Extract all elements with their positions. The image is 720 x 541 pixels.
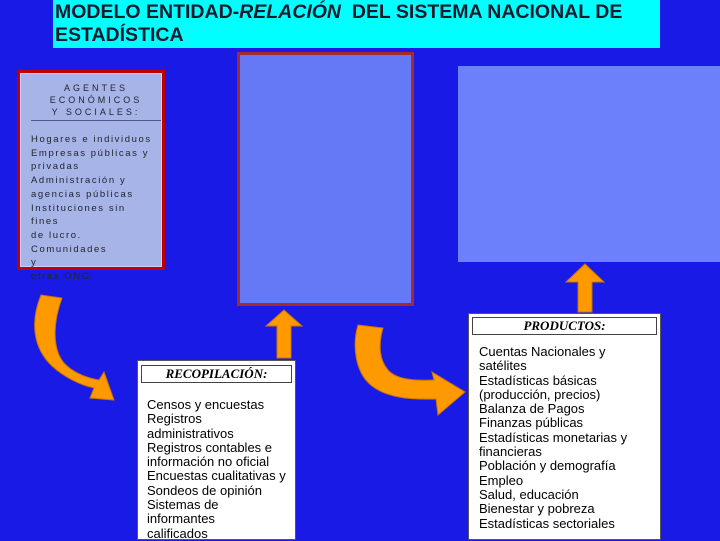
list-item: Censos y encuestas	[147, 397, 265, 412]
list-item: Registros contables e	[147, 439, 273, 455]
productos-header: PRODUCTOS:	[472, 317, 657, 335]
title-part-1: MODELO ENTIDAD-	[55, 1, 240, 23]
list-item: informantes	[147, 511, 215, 527]
list-item: Cuentas Nacionales y	[479, 344, 606, 359]
list-item: administrativos	[147, 425, 234, 441]
list-item: Salud, educación	[479, 486, 579, 502]
recopilacion-header: RECOPILACIÓN:	[141, 365, 292, 383]
title-part-2: RELACIÓN	[239, 1, 341, 23]
list-item: Sistemas de	[147, 497, 219, 513]
list-item: Estadísticas monetarias y	[479, 429, 628, 445]
list-item: Finanzas públicas	[479, 415, 584, 431]
list-item: (producción, precios)	[479, 386, 601, 402]
list-item: calificados	[147, 525, 208, 541]
list-item: Bienestar y pobreza	[479, 501, 595, 517]
up-arrow-center-icon	[266, 310, 302, 358]
list-item: Empleo	[479, 472, 524, 488]
list-item: Sondeos de opinión	[147, 482, 262, 498]
list-item: información no oficial	[147, 454, 270, 470]
agentes-list: Hogares e individuos Empresas públicas y privadas Administración y agencias públicas Instituciones sin fines de lucro. Comunidades y otras ONG	[31, 134, 152, 283]
list-item: Registros	[147, 411, 202, 427]
list-item: Estadísticas básicas	[479, 372, 597, 388]
title-part-3: DEL SISTEMA NACIONAL DE	[341, 1, 623, 23]
list-item: Balanza de Pagos	[479, 401, 585, 417]
title-line-2: ESTADÍSTICA	[55, 24, 184, 46]
list-item: Población y demografía	[479, 458, 616, 474]
list-item: Estadísticas sectoriales	[479, 515, 615, 531]
list-item: Encuestas cualitativas y	[147, 468, 286, 484]
agentes-header: AGENTES ECONÓMICOS Y SOCIALES:	[31, 82, 161, 121]
up-arrow-right-icon	[566, 264, 604, 312]
curved-arrow-right-icon	[355, 325, 465, 415]
curved-arrow-left-icon	[35, 295, 114, 400]
list-item: financieras	[479, 444, 542, 460]
list-item: satélites	[479, 358, 527, 374]
